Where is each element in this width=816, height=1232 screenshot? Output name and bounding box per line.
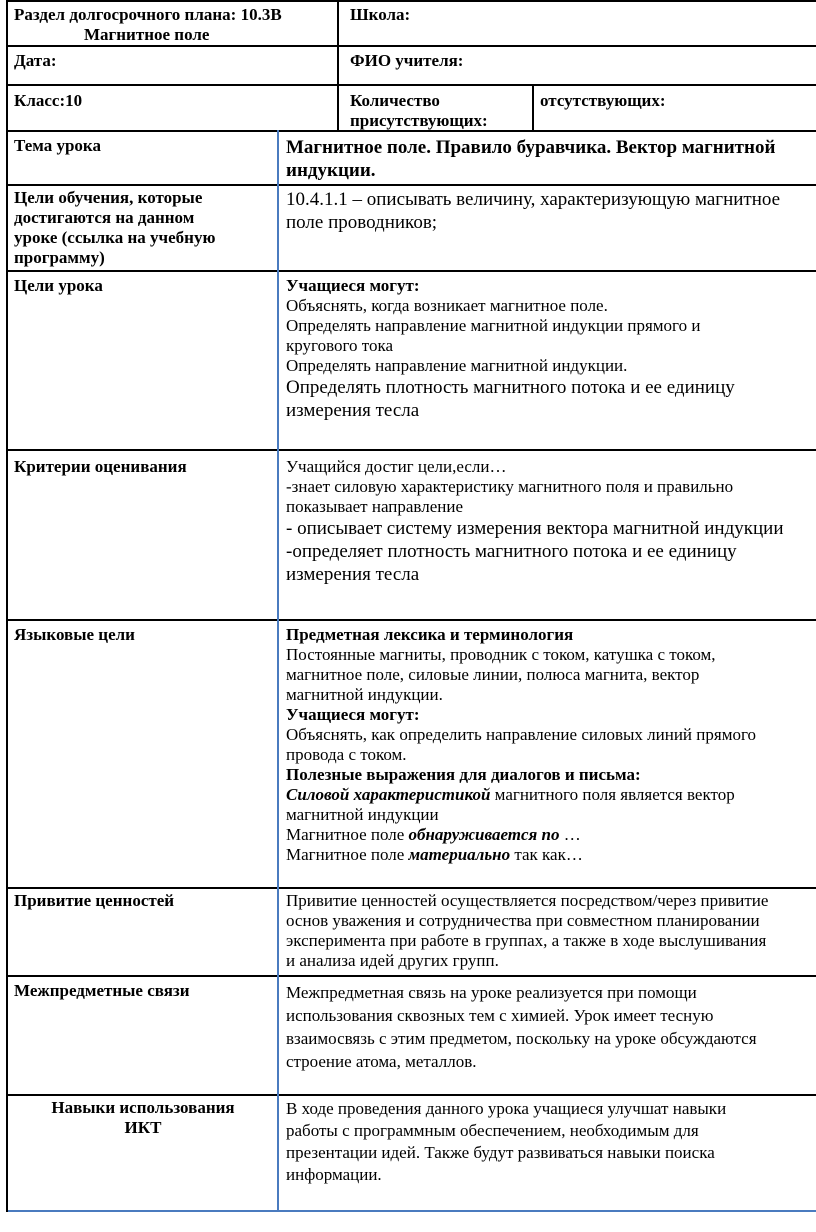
values-line: эксперимента при работе в группах, а также в ходе выслушивания	[286, 931, 767, 950]
topic-label-cell	[14, 136, 101, 156]
interdisciplinary-value-cell	[286, 981, 757, 1073]
absent-cell	[540, 91, 666, 111]
ict-line: презентации идей. Также будут развиваться навыки поиска	[286, 1143, 715, 1162]
table-border-top	[6, 0, 816, 2]
lesson-goals-heading: Учащиеся могут:	[286, 276, 420, 295]
language-lexicon-line: магнитной индукции.	[286, 685, 443, 704]
teacher-label: ФИО учителя:	[350, 51, 464, 70]
criteria-label: Критерии оценивания	[14, 457, 187, 476]
section-line-2: Магнитное поле	[84, 25, 210, 44]
interdisciplinary-line: строение атома, металлов.	[286, 1052, 477, 1071]
criteria-line: - описывает систему измерения вектора магнитной индукции	[286, 518, 784, 539]
row-divider	[6, 449, 816, 451]
row-divider	[6, 619, 816, 621]
phrase-1-continued: магнитной индукции	[286, 805, 439, 824]
teacher-cell	[350, 51, 463, 71]
table-border-left	[6, 0, 8, 1212]
learning-goals-label-1: Цели обучения, которые	[14, 188, 203, 207]
phrase-3	[286, 845, 756, 865]
interdisciplinary-label: Межпредметные связи	[14, 981, 190, 1000]
row-divider	[6, 887, 816, 889]
ict-label-cell	[14, 1098, 272, 1138]
topic-line-2: индукции.	[286, 160, 376, 181]
lesson-goals-line: Объяснять, когда возникает магнитное поле.	[286, 296, 608, 315]
interdisciplinary-line: взаимосвязь с этим предметом, поскольку на уроке обсуждаются	[286, 1029, 757, 1048]
phrase-3-emphasis: материально	[408, 845, 511, 864]
row-divider	[6, 270, 816, 272]
topic-line-1: Магнитное поле. Правило буравчика. Вектор магнитной	[286, 137, 776, 158]
date-cell	[14, 51, 56, 71]
ict-line: В ходе проведения данного урока учащиеся улучшат навыки	[286, 1099, 727, 1118]
row-divider	[6, 45, 816, 47]
criteria-line: -знает силовую характеристику магнитного поля и правильно	[286, 477, 734, 496]
values-line: и анализа идей других групп.	[286, 951, 499, 970]
lesson-goals-label: Цели урока	[14, 276, 103, 295]
lesson-goals-line: Определять плотность магнитного потока и ее единицу	[286, 377, 735, 398]
phrase-1-rest: магнитного поля является вектор	[490, 785, 735, 804]
values-label-cell	[14, 891, 174, 911]
row-divider	[6, 84, 816, 86]
learning-goals-line-1: 10.4.1.1 – описывать величину, характеризующую магнитное	[286, 189, 781, 210]
lesson-goals-line: Определять направление магнитной индукции.	[286, 356, 628, 375]
lesson-goals-line: Определять направление магнитной индукции прямого и	[286, 316, 701, 335]
learning-goals-label-4: программу)	[14, 248, 105, 267]
ict-value-cell	[286, 1098, 726, 1186]
date-label: Дата:	[14, 51, 57, 70]
interdisciplinary-label-cell	[14, 981, 190, 1001]
ict-label-1: Навыки использования	[51, 1098, 235, 1117]
phrase-2-start: Магнитное поле	[286, 825, 409, 844]
body-column-divider	[277, 130, 279, 1212]
language-lexicon-line: Постоянные магниты, проводник с током, катушка с током,	[286, 645, 716, 664]
interdisciplinary-line: Межпредметная связь на уроке реализуется при помощи	[286, 983, 697, 1002]
criteria-line: -определяет плотность магнитного потока и ее единицу	[286, 541, 737, 562]
phrase-3-end: так как…	[510, 845, 583, 864]
language-label-cell	[14, 625, 135, 645]
lesson-goals-line: измерения тесла	[286, 400, 420, 421]
row-divider	[6, 1094, 816, 1096]
criteria-label-cell	[14, 457, 187, 477]
phrase-1-emphasis: Силовой характеристикой	[286, 785, 491, 804]
criteria-value-cell	[286, 457, 784, 586]
learning-goals-line-2: поле проводников;	[286, 212, 438, 233]
table-border-bottom	[6, 1210, 816, 1212]
section-line-1: Раздел долгосрочного плана: 10.3В	[14, 5, 282, 24]
values-label: Привитие ценностей	[14, 891, 175, 910]
language-label: Языковые цели	[14, 625, 135, 644]
language-lexicon-line: магнитное поле, силовые линии, полюса магнита, вектор	[286, 665, 700, 684]
phrase-1	[286, 785, 756, 805]
row-divider	[6, 184, 816, 186]
row-divider	[6, 975, 816, 977]
ict-line: информации.	[286, 1165, 382, 1184]
phrase-2	[286, 825, 756, 845]
class-cell	[14, 91, 82, 111]
values-line: Привитие ценностей осуществляется посредством/через привитие	[286, 891, 769, 910]
ict-line: работы с программным обеспечением, необходимым для	[286, 1121, 699, 1140]
ict-label-2: ИКТ	[124, 1118, 162, 1137]
language-value-cell	[286, 625, 756, 865]
language-can-line: Объяснять, как определить направление силовых линий прямого	[286, 725, 756, 744]
lesson-goals-line: кругового тока	[286, 336, 394, 355]
learning-goals-label-2: достигаются на данном	[14, 208, 195, 227]
present-cell	[350, 91, 488, 131]
present-line-2: присутствующих:	[350, 111, 488, 130]
language-heading-can: Учащиеся могут:	[286, 705, 420, 724]
present-absent-divider	[532, 84, 534, 131]
lesson-goals-value-cell	[286, 276, 735, 422]
phrase-2-end: …	[559, 825, 581, 844]
absent-label: отсутствующих:	[540, 91, 666, 110]
section-cell	[14, 5, 330, 45]
values-line: основ уважения и сотрудничества при совместном планировании	[286, 911, 760, 930]
language-heading-lexicon: Предметная лексика и терминология	[286, 625, 574, 644]
phrase-2-emphasis: обнаруживается по	[408, 825, 560, 844]
language-can-line: провода с током.	[286, 745, 407, 764]
school-label: Школа:	[350, 5, 411, 24]
criteria-line: Учащийся достиг цели,если…	[286, 457, 507, 476]
topic-value-cell	[286, 136, 775, 182]
values-value-cell	[286, 891, 768, 971]
topic-label: Тема урока	[14, 136, 101, 155]
learning-goals-value-cell	[286, 188, 780, 234]
criteria-line: измерения тесла	[286, 564, 420, 585]
lesson-goals-label-cell	[14, 276, 103, 296]
header-column-divider	[337, 0, 339, 131]
interdisciplinary-line: использования сквозных тем с химией. Урок имеет тесную	[286, 1006, 714, 1025]
school-cell	[350, 5, 410, 25]
present-line-1: Количество	[350, 91, 440, 110]
class-label: Класс:10	[14, 91, 83, 110]
phrase-3-start: Магнитное поле	[286, 845, 409, 864]
criteria-line: показывает направление	[286, 497, 463, 516]
language-heading-phrases: Полезные выражения для диалогов и письма:	[286, 765, 641, 784]
learning-goals-label-cell	[14, 188, 215, 268]
learning-goals-label-3: уроке (ссылка на учебную	[14, 228, 216, 247]
